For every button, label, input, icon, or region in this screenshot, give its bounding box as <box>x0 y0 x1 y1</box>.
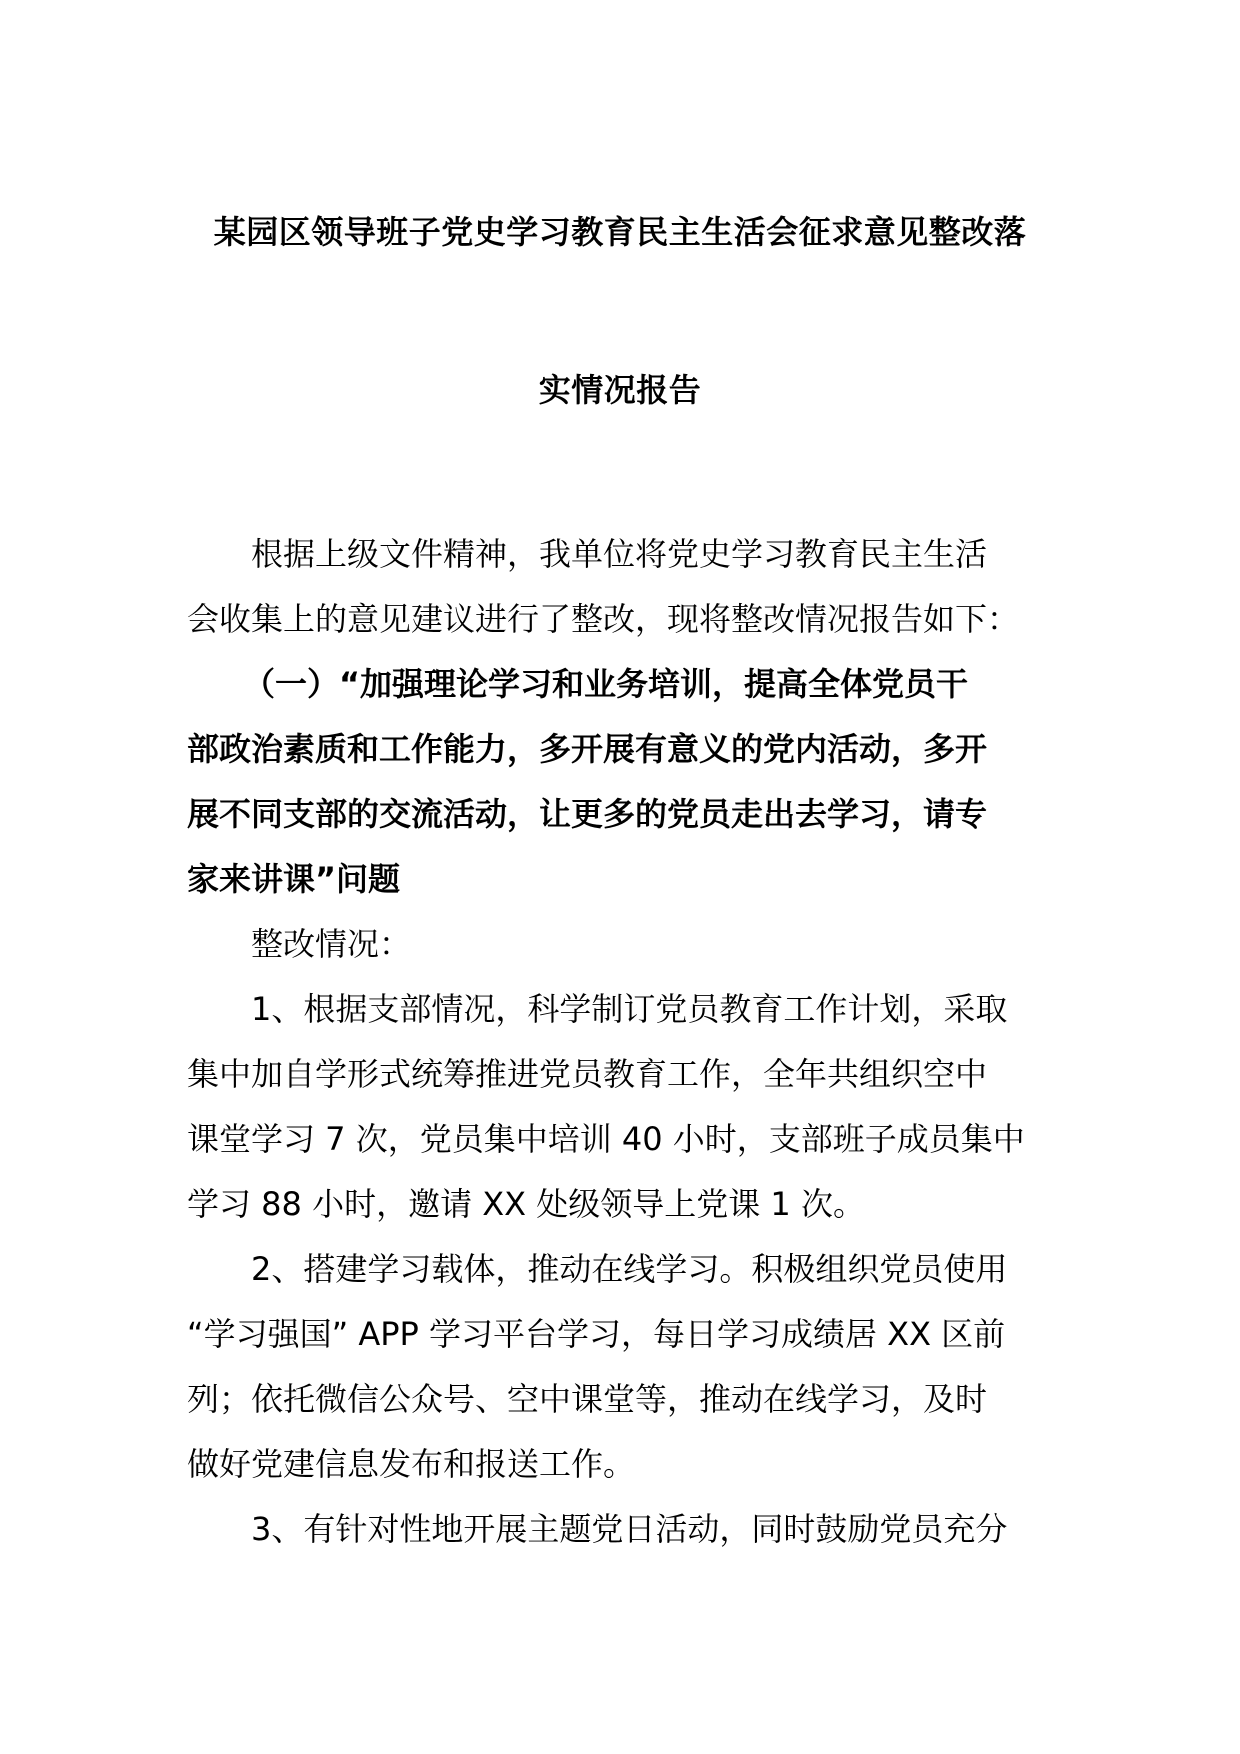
text-line: 根据上级文件精神，我单位将党史学习教育民主生活 <box>251 535 988 573</box>
text-line: 课堂学习 7 次，党员集中培训 40 小时，支部班子成员集中 <box>187 1120 1025 1158</box>
intro-paragraph <box>187 522 1053 652</box>
text-line: 整改情况： <box>251 925 412 963</box>
document-body <box>187 522 1053 1562</box>
text-line: 会收集上的意见建议进行了整改，现将整改情况报告如下： <box>187 600 1020 638</box>
document-title-line-1: 某园区领导班子党史学习教育民主生活会征求意见整改落 <box>213 213 1027 251</box>
text-line: 做好党建信息发布和报送工作。 <box>187 1445 636 1483</box>
text-line: 3、有针对性地开展主题党日活动，同时鼓励党员充分 <box>251 1510 1008 1548</box>
item-2-paragraph <box>187 1237 1053 1497</box>
document-title-line-2: 实情况报告 <box>538 371 702 409</box>
item-3-paragraph <box>187 1497 1053 1562</box>
text-line: （一）“加强理论学习和业务培训，提高全体党员干 <box>243 665 969 703</box>
text-line: 1、根据支部情况，科学制订党员教育工作计划，采取 <box>251 990 1008 1028</box>
text-line: 学习 88 小时，邀请 XX 处级领导上党课 1 次。 <box>187 1185 865 1223</box>
item-1-paragraph <box>187 977 1053 1237</box>
rectification-label <box>187 912 1053 977</box>
text-line: “学习强国” APP 学习平台学习，每日学习成绩居 XX 区前 <box>187 1315 1006 1353</box>
text-line: 家来讲课”问题 <box>187 860 401 898</box>
section-heading <box>187 652 1053 912</box>
text-line: 集中加自学形式统筹推进党员教育工作，全年共组织空中 <box>187 1055 988 1093</box>
text-line: 展不同支部的交流活动，让更多的党员走出去学习，请专 <box>187 795 988 833</box>
text-line: 部政治素质和工作能力，多开展有意义的党内活动，多开 <box>187 730 988 768</box>
text-line: 列；依托微信公众号、空中课堂等，推动在线学习，及时 <box>187 1380 988 1418</box>
text-line: 2、搭建学习载体，推动在线学习。积极组织党员使用 <box>251 1250 1008 1288</box>
